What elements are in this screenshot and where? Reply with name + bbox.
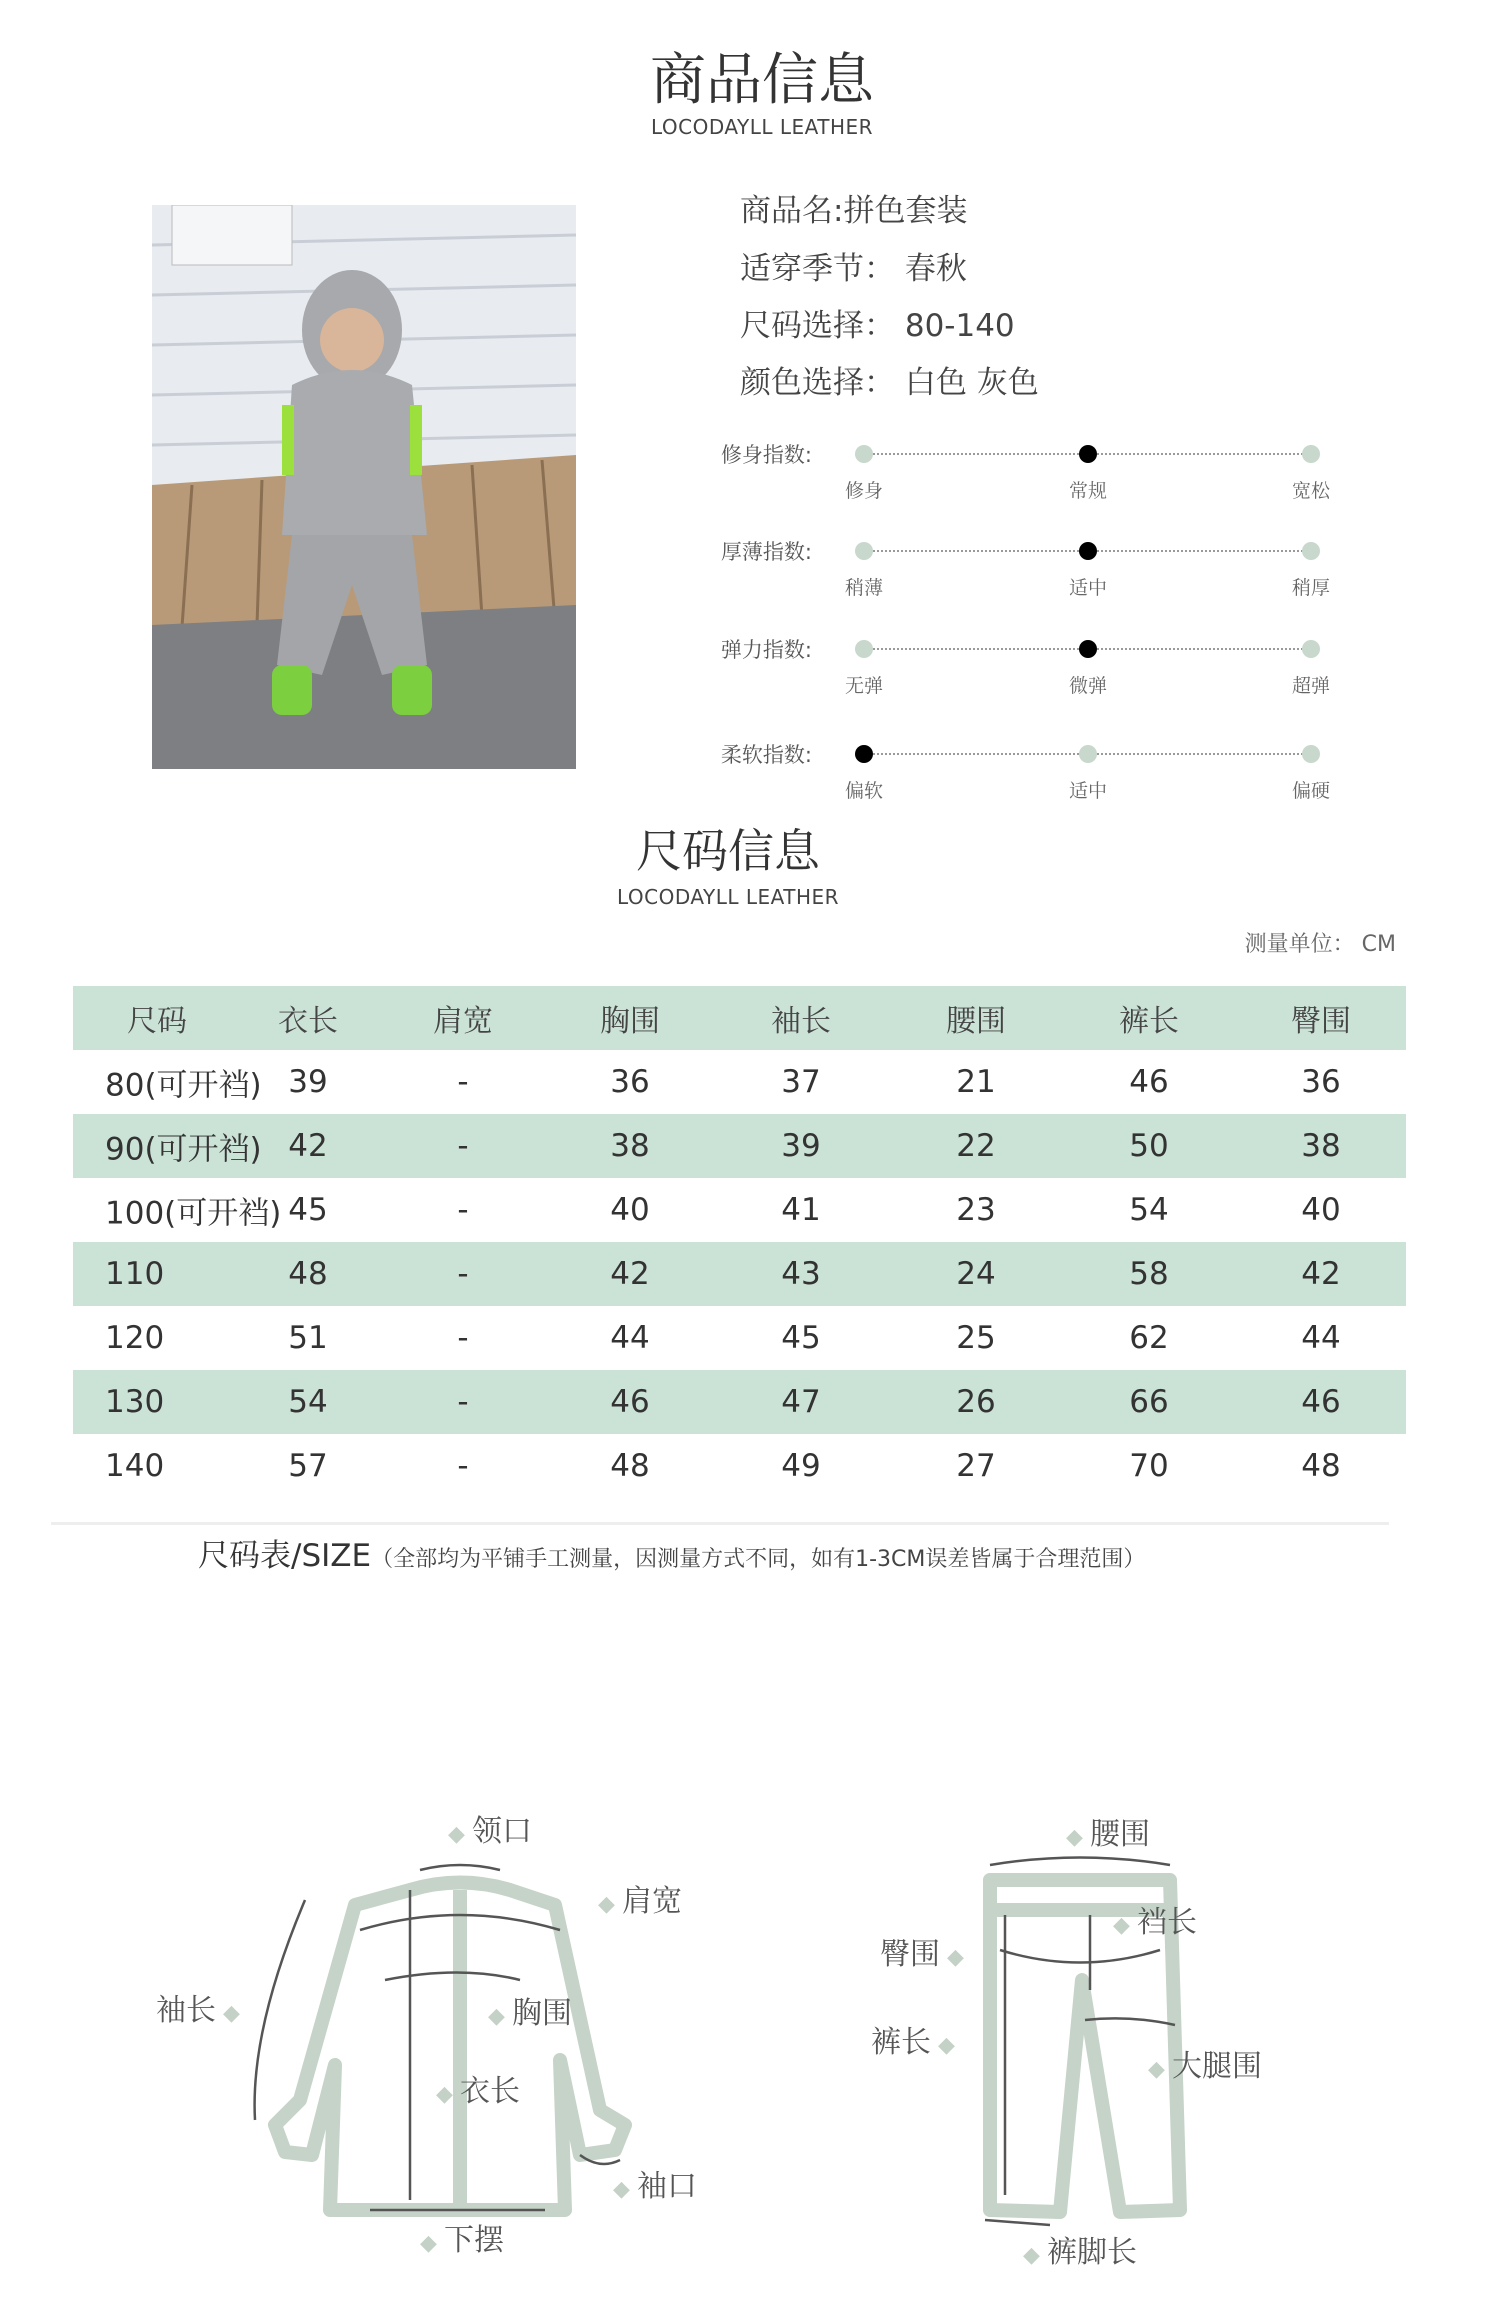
table-cell: 48	[288, 1256, 328, 1292]
label-text: 裤长	[871, 2025, 932, 2060]
table-cell: 58	[1129, 1256, 1169, 1292]
divider	[51, 1522, 1389, 1525]
table-cell: 140	[105, 1448, 165, 1484]
diamond-icon: ◆	[1148, 2057, 1172, 2082]
label-waist	[1066, 1809, 1150, 1853]
label-collar	[448, 1806, 532, 1850]
table-cell: 45	[781, 1320, 821, 1356]
table-cell: -	[457, 1320, 469, 1356]
table-cell: 44	[610, 1320, 650, 1356]
table-cell: 36	[610, 1064, 650, 1100]
table-cell: 36	[1301, 1064, 1341, 1100]
table-cell: 40	[1301, 1192, 1341, 1228]
label-text: 肩宽	[621, 1884, 682, 1919]
label-text: 袖口	[636, 2169, 697, 2204]
index-dot	[1079, 745, 1097, 763]
table-cell: 39	[781, 1128, 821, 1164]
index-dot	[855, 445, 873, 463]
index-option: 超弹	[1291, 675, 1331, 697]
table-cell: 22	[956, 1128, 996, 1164]
table-cell: 70	[1129, 1448, 1169, 1484]
table-cell: 51	[288, 1320, 328, 1356]
measure-unit: 测量单位： CM	[1244, 932, 1396, 957]
index-option: 适中	[1068, 577, 1108, 599]
index-dot	[855, 542, 873, 560]
index-dot	[1079, 640, 1097, 658]
index-dot	[1302, 445, 1320, 463]
diamond-icon: ◆	[1023, 2243, 1047, 2268]
table-cell: 47	[781, 1384, 821, 1420]
table-cell: 46	[1301, 1384, 1341, 1420]
table-cell: 46	[610, 1384, 650, 1420]
diamond-icon: ◆	[613, 2177, 637, 2202]
index-label: 弹力指数:	[720, 638, 812, 662]
label-chest	[488, 1988, 572, 2032]
table-row	[73, 1050, 1406, 1114]
table-cell: 23	[956, 1192, 996, 1228]
table-cell: 24	[956, 1256, 996, 1292]
index-dot	[1302, 542, 1320, 560]
label-text: 胸围	[511, 1996, 572, 2031]
label-text: 大腿围	[1171, 2049, 1262, 2084]
jacket-outline	[275, 1883, 625, 2211]
index-option: 常规	[1068, 480, 1108, 502]
table-cell: -	[457, 1448, 469, 1484]
diamond-icon: ◆	[448, 1822, 472, 1847]
info-colors: 颜色选择： 白色 灰色	[740, 365, 1039, 401]
product-info-title: 商品信息	[650, 48, 874, 113]
label-text: 臀围	[880, 1937, 941, 1972]
label-hem	[420, 2215, 504, 2259]
measurement-diagram	[0, 1780, 1500, 2300]
table-cell: -	[457, 1192, 469, 1228]
size-info-title: 尺码信息	[636, 824, 820, 878]
table-cell: 40	[610, 1192, 650, 1228]
index-option: 稍厚	[1291, 577, 1331, 599]
label-text: 腰围	[1089, 1817, 1150, 1852]
index-dot	[1079, 445, 1097, 463]
table-row	[73, 1178, 1406, 1242]
table-cell: 26	[956, 1384, 996, 1420]
table-cell: 90(可开裆)	[105, 1131, 262, 1168]
info-season: 适穿季节： 春秋	[740, 251, 967, 287]
caption-note: （全部均为平铺手工测量，因测量方式不同，如有1-3CM误差皆属于合理范围）	[371, 1547, 1146, 1572]
diamond-icon: ◆	[436, 2082, 460, 2107]
table-cell: 48	[1301, 1448, 1341, 1484]
diamond-icon: ◆	[940, 1945, 964, 1970]
table-cell: 39	[288, 1064, 328, 1100]
table-cell: 50	[1129, 1128, 1169, 1164]
label-text: 领口	[471, 1814, 532, 1849]
label-sleeve	[156, 1985, 240, 2029]
info-product-name: 商品名:拼色套装	[740, 193, 968, 229]
label-hip	[880, 1929, 964, 1973]
column-header: 尺码	[127, 1004, 187, 1039]
label-text: 袖长	[156, 1993, 217, 2028]
table-cell: -	[457, 1128, 469, 1164]
label-text: 下摆	[443, 2223, 504, 2258]
column-header: 臀围	[1291, 1004, 1351, 1039]
table-cell: 37	[781, 1064, 821, 1100]
column-header: 裤长	[1119, 1004, 1179, 1039]
index-option: 适中	[1068, 780, 1108, 802]
table-cell: 44	[1301, 1320, 1341, 1356]
index-label: 柔软指数:	[720, 743, 812, 767]
table-cell: 21	[956, 1064, 996, 1100]
table-cell: 25	[956, 1320, 996, 1356]
product-info-subtitle: LOCODAYLL LEATHER	[650, 115, 874, 139]
index-option: 无弹	[844, 675, 884, 697]
diamond-icon: ◆	[216, 2001, 240, 2026]
table-cell: 62	[1129, 1320, 1169, 1356]
label-text: 裤脚长	[1046, 2235, 1137, 2270]
column-header: 衣长	[278, 1004, 338, 1039]
table-cell: 48	[610, 1448, 650, 1484]
table-cell: 110	[105, 1256, 165, 1292]
table-row	[73, 1370, 1406, 1434]
index-option: 宽松	[1291, 480, 1331, 502]
table-row	[73, 1434, 1406, 1498]
index-dot	[1302, 640, 1320, 658]
column-header: 袖长	[771, 1004, 831, 1039]
diamond-icon: ◆	[1113, 1913, 1137, 1938]
table-cell: 46	[1129, 1064, 1169, 1100]
column-header: 腰围	[946, 1004, 1006, 1039]
index-option: 偏软	[844, 780, 884, 802]
table-row	[73, 1114, 1406, 1178]
label-length	[436, 2066, 520, 2110]
index-dot	[1302, 745, 1320, 763]
index-option: 微弹	[1068, 675, 1108, 697]
table-cell: -	[457, 1256, 469, 1292]
diamond-icon: ◆	[598, 1892, 622, 1917]
size-caption	[198, 1530, 1145, 1575]
product-photo	[152, 205, 576, 769]
diamond-icon: ◆	[931, 2033, 955, 2058]
table-cell: -	[457, 1064, 469, 1100]
table-cell: -	[457, 1384, 469, 1420]
table-cell: 130	[105, 1384, 165, 1420]
column-header: 胸围	[600, 1004, 660, 1039]
index-label: 修身指数:	[720, 443, 812, 467]
table-cell: 45	[288, 1192, 328, 1228]
table-cell: 38	[1301, 1128, 1341, 1164]
table-cell: 42	[1301, 1256, 1341, 1292]
table-cell: 120	[105, 1320, 165, 1356]
label-leg-opening	[1023, 2227, 1137, 2271]
table-row	[73, 1242, 1406, 1306]
table-cell: 49	[781, 1448, 821, 1484]
column-header: 肩宽	[433, 1004, 493, 1039]
label-pants-length	[871, 2017, 955, 2061]
diamond-icon: ◆	[1066, 1825, 1090, 1850]
table-cell: 100(可开裆)	[105, 1195, 282, 1232]
diamond-icon: ◆	[488, 2004, 512, 2029]
size-table	[73, 986, 1406, 1498]
label-cuff	[613, 2161, 697, 2205]
label-text: 衣长	[459, 2074, 520, 2109]
table-cell: 27	[956, 1448, 996, 1484]
index-option: 稍薄	[844, 577, 884, 599]
table-header	[73, 986, 1406, 1050]
label-text: 裆长	[1136, 1905, 1197, 1940]
index-dot	[1079, 542, 1097, 560]
table-row	[73, 1306, 1406, 1370]
table-cell: 38	[610, 1128, 650, 1164]
caption-main: 尺码表/SIZE	[198, 1538, 372, 1574]
label-rise	[1113, 1897, 1197, 1941]
table-cell: 42	[610, 1256, 650, 1292]
table-cell: 54	[288, 1384, 328, 1420]
index-dot	[855, 640, 873, 658]
label-shoulder	[598, 1876, 682, 1920]
info-size-range: 尺码选择： 80-140	[740, 308, 1015, 344]
table-cell: 42	[288, 1128, 328, 1164]
table-cell: 80(可开裆)	[105, 1067, 262, 1104]
index-label: 厚薄指数:	[720, 540, 812, 564]
table-cell: 66	[1129, 1384, 1169, 1420]
table-cell: 54	[1129, 1192, 1169, 1228]
table-cell: 41	[781, 1192, 821, 1228]
diamond-icon: ◆	[420, 2231, 444, 2256]
index-dot	[855, 745, 873, 763]
index-option: 修身	[844, 480, 884, 502]
label-thigh	[1148, 2041, 1262, 2085]
size-info-subtitle: LOCODAYLL LEATHER	[616, 885, 840, 909]
table-cell: 43	[781, 1256, 821, 1292]
index-option: 偏硬	[1291, 780, 1331, 802]
table-cell: 57	[288, 1448, 328, 1484]
